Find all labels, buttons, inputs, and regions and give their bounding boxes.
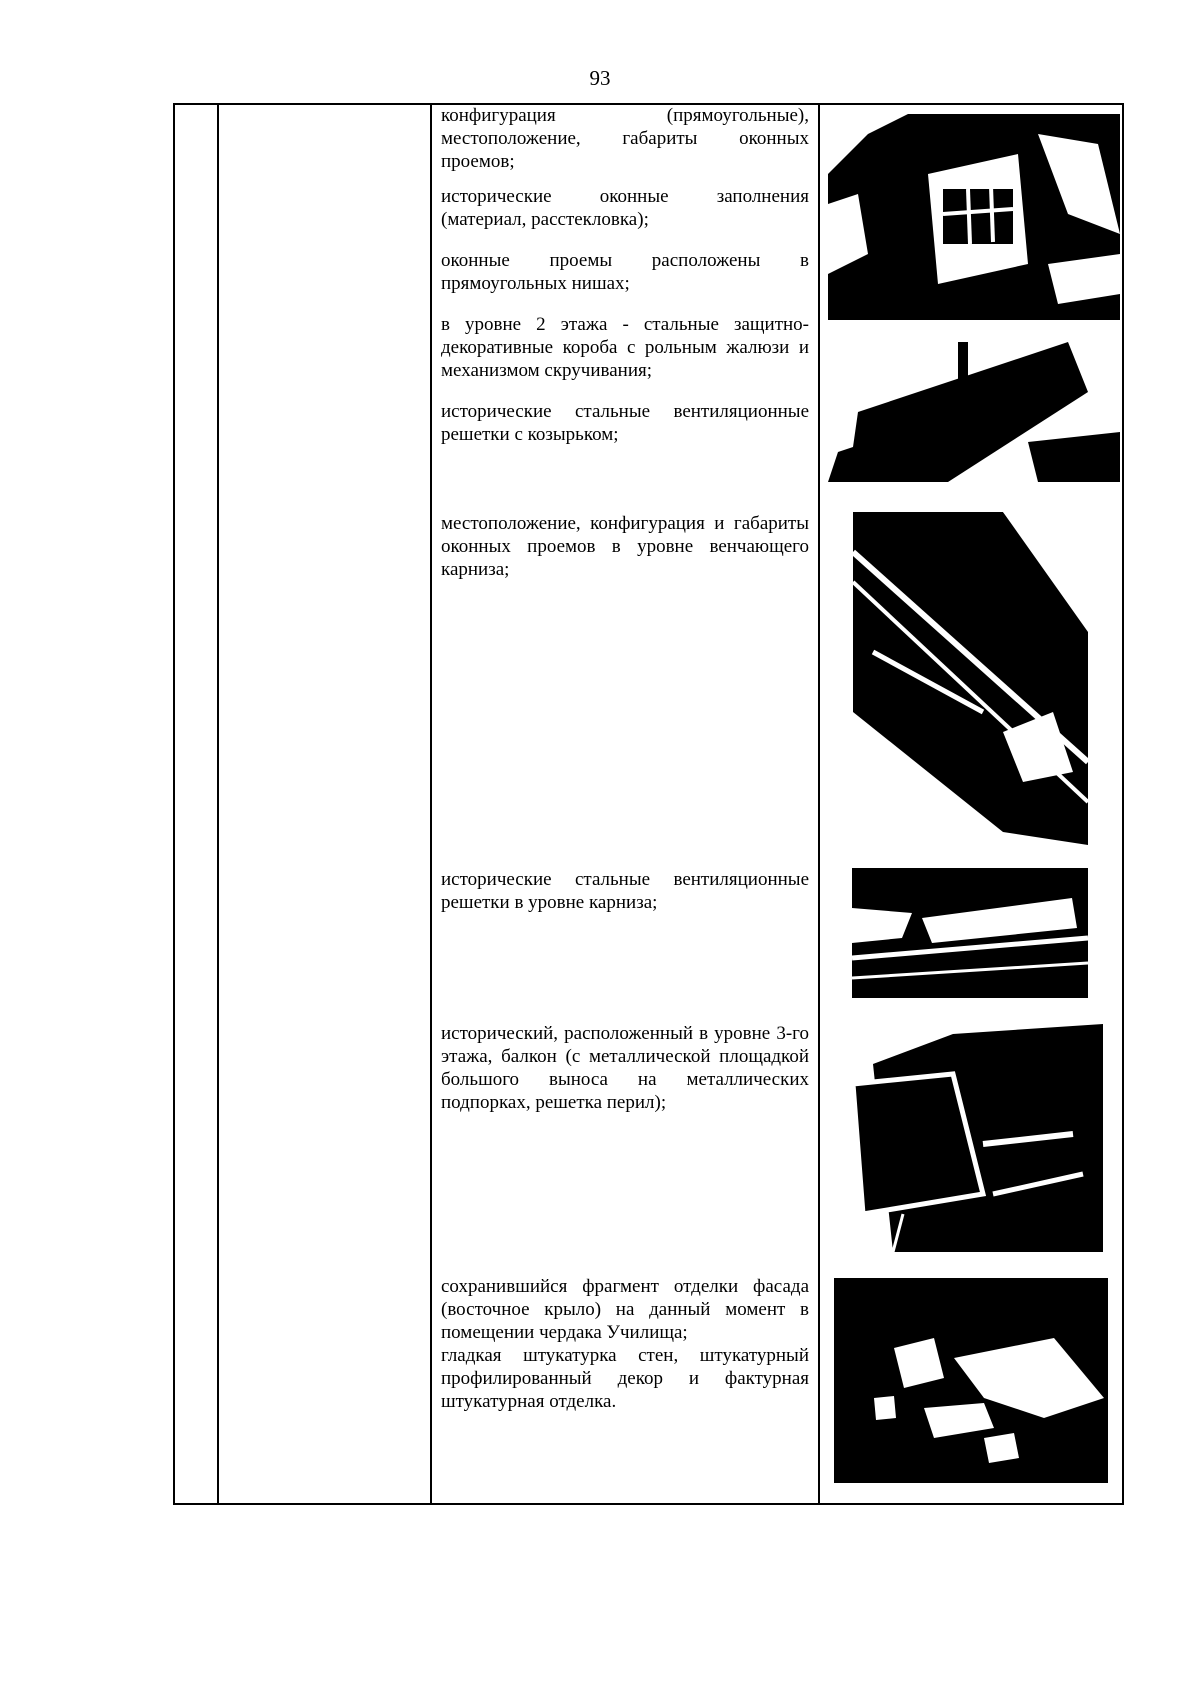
item-paragraph: исторический, расположенный в уровне 3-го этажа, балкон (с металлической площадкой большого выноса на металлических подпорках, решетка перил); — [441, 1023, 809, 1113]
photo-cornice-grilles — [852, 868, 1088, 998]
item-paragraph: исторические оконные заполнения (материал, расстекловка); — [441, 186, 809, 230]
item-paragraph: конфигурация (прямоугольные), местоположение, габариты оконных проемов; — [441, 105, 809, 172]
photo-balcony — [833, 1024, 1103, 1252]
item-paragraph: гладкая штукатурка стен, штукатурный профилированный декор и фактурная штукатурная отделка. — [441, 1345, 809, 1412]
photo-window-facade — [828, 114, 1120, 320]
item-cornice-grilles-text — [441, 868, 809, 914]
item-paragraph: исторические стальные вентиляционные решетки с козырьком; — [441, 401, 809, 445]
item-balcony-text — [441, 1022, 809, 1114]
item-paragraph: в уровне 2 этажа - стальные защитно-декоративные короба с рольным жалюзи и механизмом скручивания; — [441, 314, 809, 381]
photo-attic-facade-finish — [834, 1278, 1108, 1483]
item-paragraph: исторические стальные вентиляционные решетки в уровне карниза; — [441, 869, 809, 913]
item-paragraph: местоположение, конфигурация и габариты оконных проемов в уровне венчающего карниза; — [441, 513, 809, 580]
item-windows-text — [441, 104, 809, 446]
page-number: 93 — [589, 66, 611, 90]
column-divider-1 — [217, 103, 219, 1505]
item-facade-finish-text — [441, 1275, 809, 1413]
photo-cornice-windows — [853, 512, 1088, 845]
item-cornice-windows-text — [441, 512, 809, 581]
item-paragraph: сохранившийся фрагмент отделки фасада (восточное крыло) на данный момент в помещении чердака Училища; — [441, 1276, 809, 1343]
item-paragraph: оконные проемы расположены в прямоугольных нишах; — [441, 250, 809, 294]
photo-shutter-box — [828, 332, 1120, 490]
column-divider-2 — [430, 103, 432, 1505]
column-divider-3 — [818, 103, 820, 1505]
